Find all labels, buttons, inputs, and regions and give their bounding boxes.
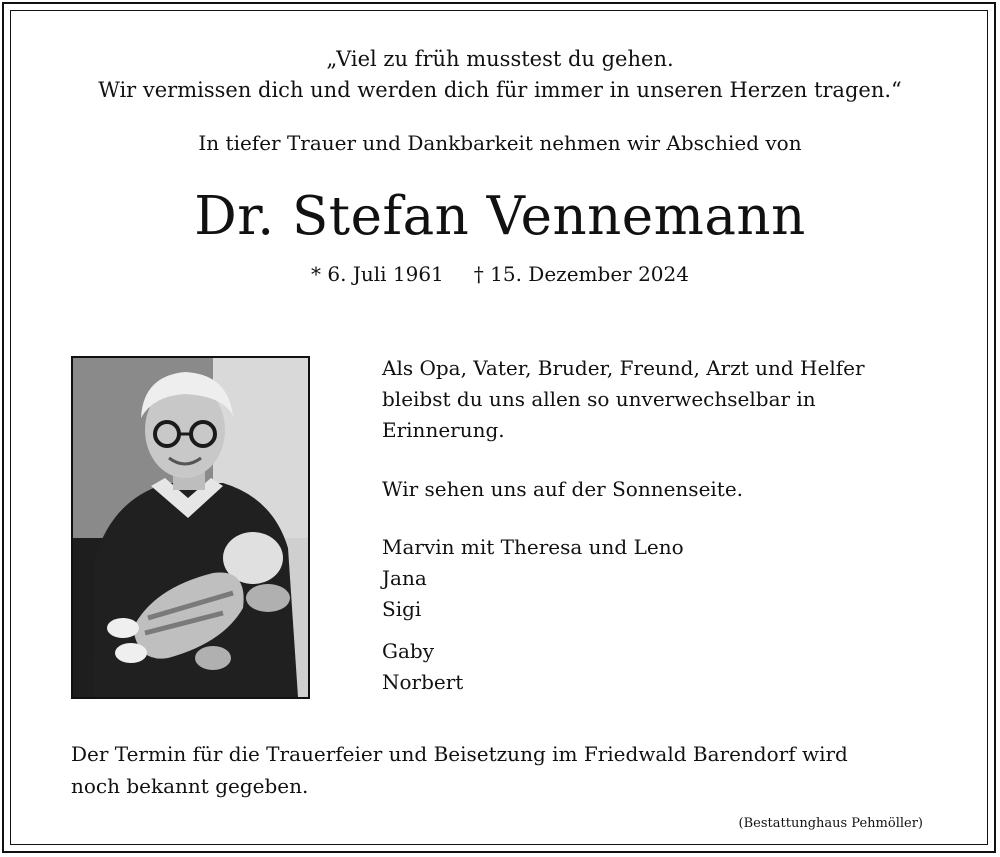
notice-line-2: noch bekannt gegeben.	[71, 774, 309, 798]
tribute-line-1: Als Opa, Vater, Bruder, Freund, Arzt und Helfer	[382, 356, 865, 380]
tribute-line-3: Erinnerung.	[382, 418, 505, 442]
funeral-home-credit: (Bestattunghaus Pehmöller)	[738, 816, 923, 831]
notice-line-1: Der Termin für die Trauerfeier und Beisetzung im Friedwald Barendorf wird	[71, 742, 848, 766]
memorial-quote	[0, 44, 1000, 106]
tribute-line-2: bleibst du uns allen so unverwechselbar in	[382, 387, 816, 411]
farewell-line: Wir sehen uns auf der Sonnenseite.	[382, 477, 744, 501]
quote-line-2: Wir vermissen dich und werden dich für immer in unseren Herzen tragen.“	[98, 78, 902, 102]
mourner-name: Marvin mit Theresa und Leno	[382, 535, 684, 559]
mourner-name: Norbert	[382, 670, 464, 694]
intro-text: In tiefer Trauer und Dankbarkeit nehmen wir Abschied von	[198, 131, 802, 155]
tribute-message	[382, 353, 865, 446]
mourners-group-2	[382, 636, 463, 698]
life-dates	[0, 259, 1000, 289]
funeral-notice	[71, 738, 848, 802]
quote-line-1: „Viel zu früh musstest du gehen.	[326, 47, 674, 71]
mourners-group-1	[382, 532, 684, 625]
deceased-name: Dr. Stefan Vennemann	[194, 186, 806, 247]
death-date: † 15. Dezember 2024	[473, 262, 689, 286]
mourner-name: Gaby	[382, 639, 435, 663]
mourner-name: Jana	[382, 566, 427, 590]
portrait-photo	[71, 356, 310, 699]
mourner-name: Sigi	[382, 597, 422, 621]
birth-date: * 6. Juli 1961	[311, 262, 444, 286]
